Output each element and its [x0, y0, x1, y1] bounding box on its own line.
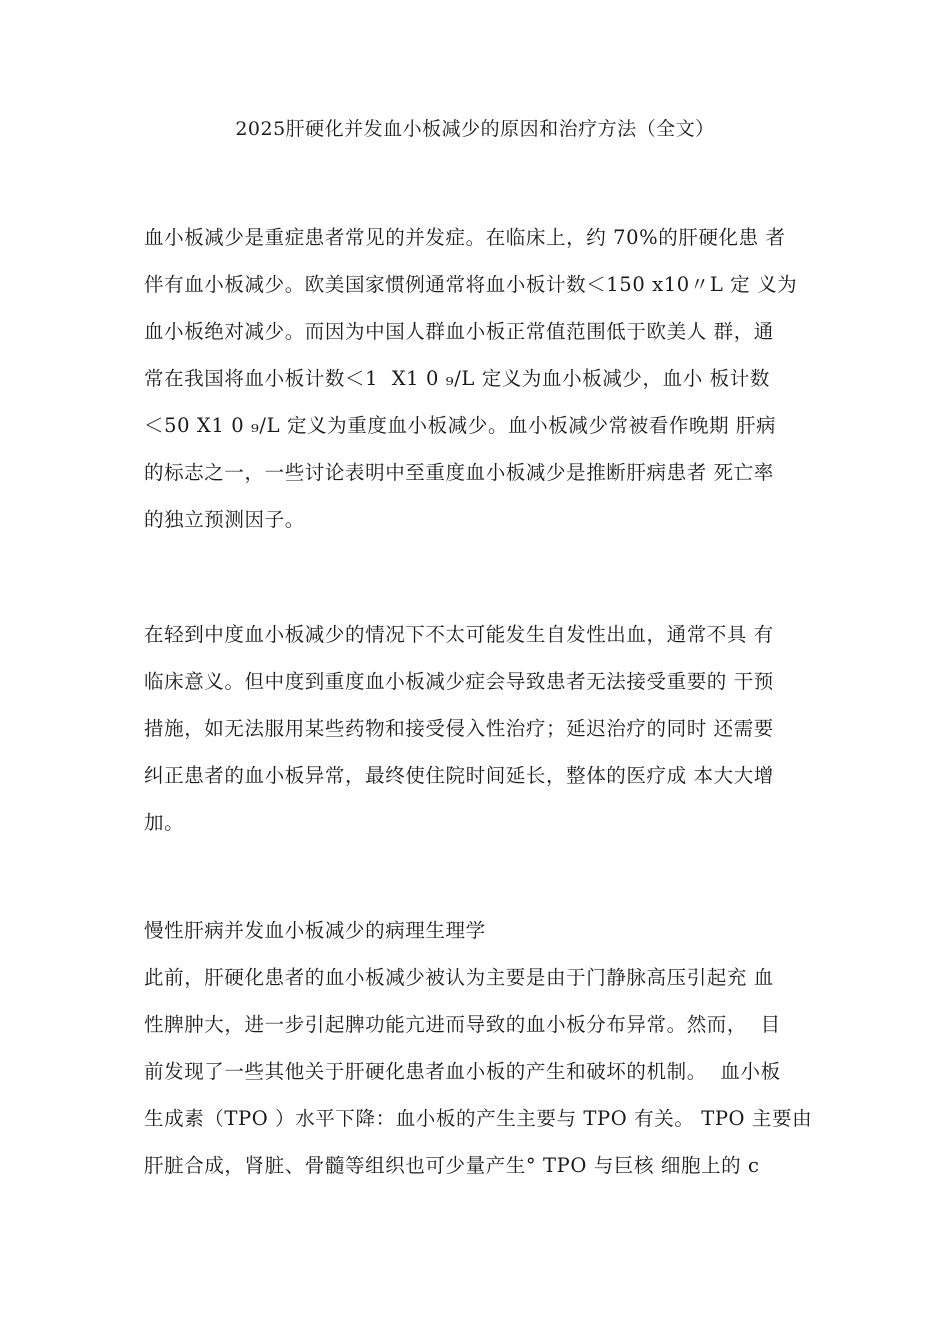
- paragraph-line: 常在我国将血小板计数＜1 X1 0 ₉/L 定义为血小板减少，血小 板计数: [144, 367, 770, 390]
- paragraph-line: 伴有血小板减少。欧美国家惯例通常将血小板计数＜150 x10〃L 定 义为: [144, 273, 798, 296]
- paragraph-line: 的独立预测因子。: [144, 508, 305, 531]
- paragraph-line: 在轻到中度血小板减少的情况下不太可能发生自发性出血，通常不具 有: [144, 623, 774, 646]
- paragraph-line: 的标志之一，一些讨论表明中至重度血小板减少是推断肝病患者 死亡率: [144, 461, 774, 484]
- paragraph-line: 血小板绝对减少。而因为中国人群血小板正常值范围低于欧美人 群，通: [144, 320, 774, 343]
- paragraph-line: 措施，如无法服用某些药物和接受侵入性治疗；延迟治疗的同时 还需要: [144, 717, 774, 740]
- paragraph-2: [144, 611, 834, 846]
- paragraph-line: 性脾肿大，进一步引起脾功能亢进而导致的血小板分布异常。然而， 目: [144, 1013, 781, 1036]
- paragraph-line: 此前，肝硬化患者的血小板减少被认为主要是由于门静脉高压引起充 血: [144, 966, 774, 989]
- paragraph-line: ＜50 X1 0 ₉/L 定义为重度血小板减少。血小板减少常被看作晚期 肝病: [144, 414, 777, 437]
- paragraph-1: [144, 214, 834, 543]
- document-title: 2025肝硬化并发血小板减少的原因和治疗方法（全文）: [235, 118, 715, 140]
- paragraph-line: 血小板减少是重症患者常见的并发症。在临床上，约 70%的肝硬化患 者: [144, 226, 786, 249]
- paragraph-line: 纠正患者的血小板异常，最终使住院时间延长，整体的医疗成 本大大增: [144, 764, 774, 787]
- section-heading: 慢性肝病并发血小板减少的病理生理学: [144, 919, 486, 942]
- paragraph-line: 生成素（TPO ）水平下降：血小板的产生主要与 TPO 有关。 TPO 主要由: [144, 1107, 813, 1130]
- paragraph-line: 加。: [144, 811, 185, 834]
- section-pathophysiology: [144, 907, 834, 1189]
- paragraph-line: 前发现了一些其他关于肝硬化患者血小板的产生和破坏的机制。 血小板: [144, 1060, 781, 1083]
- paragraph-line: 临床意义。但中度到重度血小板减少症会导致患者无法接受重要的 干预: [144, 670, 774, 693]
- paragraph-line: 肝脏合成，肾脏、骨髓等组织也可少量产生° TPO 与巨核 细胞上的 c: [144, 1154, 760, 1177]
